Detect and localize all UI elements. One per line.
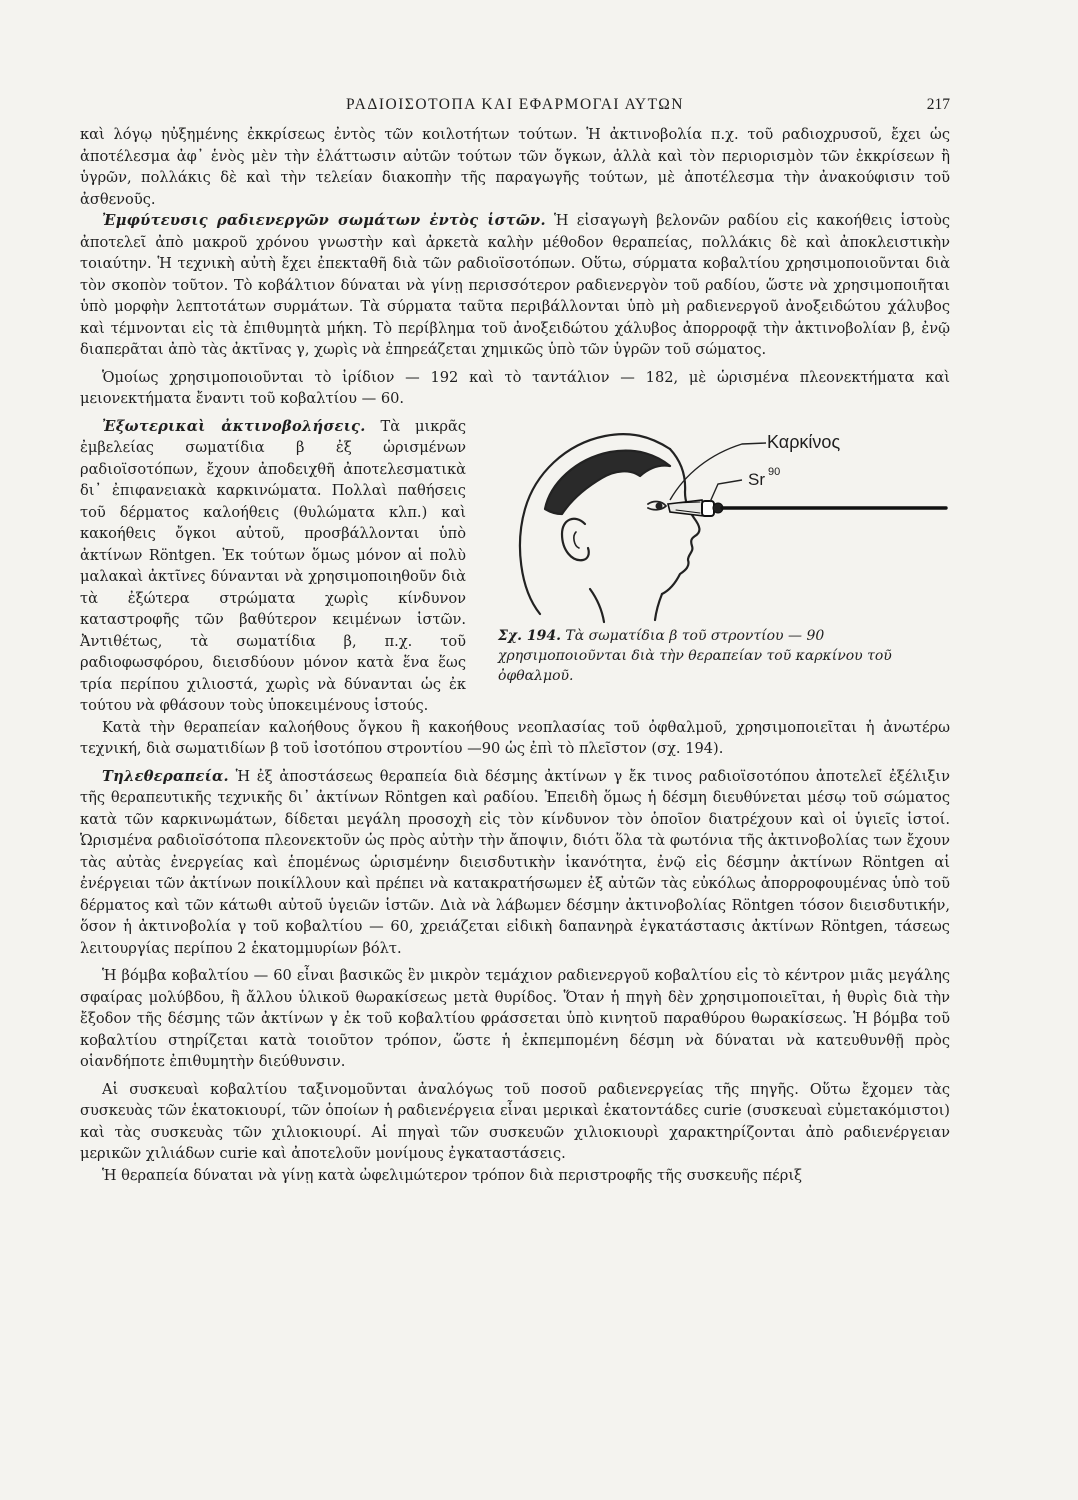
hair <box>545 450 670 513</box>
figure-caption <box>480 626 950 686</box>
paragraph-rotation: Ἡ θεραπεία δύναται νὰ γίνῃ κατὰ ὠφελιμώτερον τρόπον διὰ περιστροφῆς τῆς συσκευῆς πέριξ <box>102 1166 803 1184</box>
paragraph-teletherapy <box>80 766 950 960</box>
neck-back <box>590 589 604 622</box>
label-strontium-mass: 90 <box>768 465 781 478</box>
eye-treatment-diagram <box>480 414 950 626</box>
figure-caption-text: Τὰ σωματίδια β τοῦ στροντίου — 90 χρησιμοποιοῦνται διὰ τὴν θεραπείαν τοῦ καρκίνου τοῦ ὀφθαλμοῦ. <box>498 627 892 684</box>
paragraph-cobalt-devices: Αἱ συσκευαὶ κοβαλτίου ταξινομοῦνται ἀναλόγως τοῦ ποσοῦ ραδιενεργείας τῆς πηγῆς. Οὕτω ἔχομεν τὰς συσκευὰς τῶν ἑκατοκιουρί, τῶν ὁποίων ἡ ραδιενέργεια εἶναι μερικαὶ ἑκατοντάδες curie (συσκευαὶ εὐμετακόμιστοι) καὶ τὰς συσκευὰς τῶν χιλιοκιουρί. Αἱ πηγαὶ τῶν συσκευῶν χιλιοκιουρὶ χαρακτηρίζονται ἀπὸ ραδιενέργειαν μερικῶν χιλιάδων curie καὶ ἀποτελοῦν μονίμους ἐγκαταστάσεις. <box>80 1080 950 1162</box>
section-heading-external: Ἐξωτερικαὶ ἀκτινοβολήσεις. <box>102 417 366 435</box>
label-carcinoma: Καρκίνος <box>767 431 841 452</box>
page-number: 217 <box>926 96 950 113</box>
figure-caption-number: Σχ. 194. <box>498 627 561 644</box>
figure-194 <box>480 414 950 686</box>
section-heading-implantation: Ἐμφύτευσις ραδιενεργῶν σωμάτων ἐντὸς ἱστῶν. <box>102 212 546 229</box>
paragraph-external-text: Τὰ μικρᾶς ἐμβελείας σωματίδια β ἐξ ὡρισμένων ραδιοϊσοτόπων, ἔχουν ἀποδειχθῆ ἀποτελεσματικὰ δι᾽ ἐπιφανειακὰ καρκινώματα. Πολλαὶ παθήσεις τοῦ δέρματος καλοήθεις (θυλώματα κλπ.) καὶ κακοήθεις ὄγκοι αὐτοῦ, προσβάλλονται ὑπὸ ἀκτίνων Röntgen. Ἐκ τούτων ὅμως μόνον αἱ πολὺ μαλακαὶ ἀκτῖνες δύνανται νὰ χρησιμοποιηθοῦν διὰ τὰ ἐξώτερα στρώματα χωρὶς κίνδυνον καταστροφῆς τῶν βαθύτερον κειμένων ἱστῶν. Ἀντιθέτως, τὰ σωματίδια β, π.χ. τοῦ ραδιοφωσφόρου, διεισδύουν μόνον κατὰ ἕνα ἕως τρία περίπου χιλιοστά, χωρὶς νὰ δύνανται ὡς ἐκ τούτου νὰ φθάσουν τοὺς ὑποκειμένους ἱστούς. <box>80 417 466 714</box>
ear <box>562 518 589 559</box>
page <box>80 96 950 1186</box>
paragraph-radiogold: καὶ λόγῳ ηὐξημένης ἐκκρίσεως ἐντὸς τῶν κοιλοτήτων τούτων. Ἡ ἀκτινοβολία π.χ. τοῦ ραδιοχρυσοῦ, ἔχει ὡς ἀποτέλεσμα ἀφ᾽ ἑνὸς μὲν τὴν ἐλάττωσιν αὐτῶν τούτων τῶν ὄγκων, ἀλλὰ καὶ τὸν περιορισμὸν τῶν ἐκκρίσεων ἢ ὑγρῶν, πολλάκις δὲ καὶ τὴν τελείαν διακοπὴν τῆς παραγωγῆς τούτων, μὲ ἀποτέλεσμα τὴν ἀνακούφισιν τοῦ ἀσθενοῦς. <box>80 126 950 208</box>
strontium-applicator <box>668 500 946 516</box>
paragraph-iridium: Ὁμοίως χρησιμοποιοῦνται τὸ ἰρίδιον — 192 καὶ τὸ ταντάλιον — 182, μὲ ὡρισμένα πλεονεκτήματα καὶ μειονεκτήματα ἔναντι τοῦ κοβαλτίου — 60. <box>80 368 950 407</box>
running-title: ΡΑΔΙΟΙΣΟΤΟΠΑ ΚΑΙ ΕΦΑΡΜΟΓΑΙ ΑΥΤΩΝ <box>345 96 685 113</box>
paragraph-implantation-text: Ἡ εἰσαγωγὴ βελονῶν ραδίου εἰς κακοήθεις ἱστοὺς ἀποτελεῖ ἀπὸ μακροῦ χρόνου γνωστὴν καὶ ἀρκετὰ καλὴν μέθοδον θεραπείας, πολλάκις δὲ καὶ ἀποκλειστικὴν τοιαύτην. Ἡ τεχνικὴ αὐτὴ ἔχει ἐπεκταθῆ διὰ τῶν ραδιοϊσοτόπων. Οὕτω, σύρματα κοβαλτίου χρησιμοποιοῦνται διὰ τὸν σκοπὸν τοῦτον. Τὸ κοβάλτιον δύναται νὰ γίνῃ περισσότερον ραδιενεργὸν τοῦ ραδίου, ὥστε νὰ χρησιμοποιῆται ὑπὸ μορφὴν λεπτοτάτων συρμάτων. Τὰ σύρματα ταῦτα περιβάλλονται ὑπὸ μὴ ραδιενεργοῦ ἀνοξειδώτου χάλυβος καὶ τέμνονται εἰς τὰ ἐπιθυμητὰ μήκη. Τὸ περίβλημα τοῦ ἀνοξειδώτου χάλυβος ἀπορροφᾷ τὴν ἀκτινοβολίαν β, ἐνῷ διαπερᾶται ἀπὸ τὰς ἀκτῖνας γ, χωρὶς νὰ ἐπηρεάζεται χημικῶς ὑπὸ τῶν ὑγρῶν τοῦ σώματος. <box>80 212 950 358</box>
paragraph-eye-therapy: Κατὰ τὴν θεραπείαν καλοήθους ὄγκου ἢ κακοήθους νεοπλασίας τοῦ ὀφθαλμοῦ, χρησιμοποιεῖται ἡ ἀνωτέρω τεχνική, διὰ σωματιδίων β τοῦ ἰσοτόπου στροντίου —90 ὡς ἐπὶ τὸ πλεῖστον (σχ. 194). <box>80 718 950 757</box>
section-heading-teletherapy: Τηλεθεραπεία. <box>102 767 229 785</box>
label-strontium: Sr <box>748 469 765 489</box>
paragraph-implantation <box>80 210 950 361</box>
paragraph-cobalt-bomb: Ἡ βόμβα κοβαλτίου — 60 εἶναι βασικῶς ἓν μικρὸν τεμάχιον ραδιενεργοῦ κοβαλτίου εἰς τὸ κέντρον μιᾶς μεγάλης σφαίρας μολύβδου, ἢ ἄλλου ὑλικοῦ θωρακίσεως μετὰ θυρίδος. Ὅταν ἡ πηγὴ δὲν χρησιμοποιεῖται, ἡ θυρὶς διὰ τὴν ἔξοδον τῆς δέσμης τῶν ἀκτίνων γ ἐκ τοῦ κοβαλτίου φράσσεται ὑπὸ κινητοῦ παραθύρου θωρακίσεως. Ἡ βόμβα τοῦ κοβαλτίου στηρίζεται κατὰ τοιοῦτον τρόπον, ὥστε ἡ ἐκπεμπομένη δέσμη νὰ δύναται νὰ κατευθυνθῇ πρὸς οἱανδήποτε ἐπιθυμητὴν διεύθυνσιν. <box>80 967 950 1070</box>
paragraph-teletherapy-text: Ἡ ἐξ ἀποστάσεως θεραπεία διὰ δέσμης ἀκτίνων γ ἔκ τινος ραδιοϊσοτόπου ἀποτελεῖ ἐξέλιξιν τῆς θεραπευτικῆς τεχνικῆς δι᾽ ἀκτίνων Röntgen καὶ ραδίου. Ἐπειδὴ ὅμως ἡ δέσμη διευθύνεται μέσῳ τοῦ σώματος κατὰ τῶν καρκινωμάτων, δίδεται μεγάλη προσοχὴ εἰς τὸν κίνδυνον τὸν ὁποῖον διατρέχουν καὶ οἱ ὑγιεῖς ἱστοί. Ὡρισμένα ραδιοϊσότοπα πλεονεκτοῦν ὡς πρὸς αὐτὴν τὴν ἄποψιν, διότι ὅλα τὰ φωτόνια τῆς ἀκτινοβολίας των ἔχουν τὰς αὐτὰς ἐνεργείας καὶ ἑπομένως ὡρισμένην διεισδυτικὴν ἱκανότητα, ἐνῷ εἰς δέσμην ἀκτίνων Röntgen αἱ ἐνέργειαι τῶν ἀκτίνων ποικίλλουν καὶ πρέπει νὰ κατακρατήσωμεν ἐξ αὐτῶν τὰς εὐκόλως ἀπορροφουμένας ὑπὸ τοῦ δέρματος καὶ τῶν κάτωθι αὐτοῦ ὑγειῶν ἱστῶν. Διὰ νὰ λάβωμεν δέσμην ἀκτινοβολίας Röntgen τόσον διεισδυτικήν, ὅσον ἡ ἀκτινοβολία γ τοῦ κοβαλτίου — 60, χρειάζεται εἰδικὴ δαπανηρὰ ἐγκατάστασις ἀκτίνων Röntgen, τάσεως λειτουργίας περίπου 2 ἑκατομμυρίων βόλτ. <box>80 767 950 957</box>
neck <box>655 594 662 620</box>
page-header <box>80 96 950 124</box>
